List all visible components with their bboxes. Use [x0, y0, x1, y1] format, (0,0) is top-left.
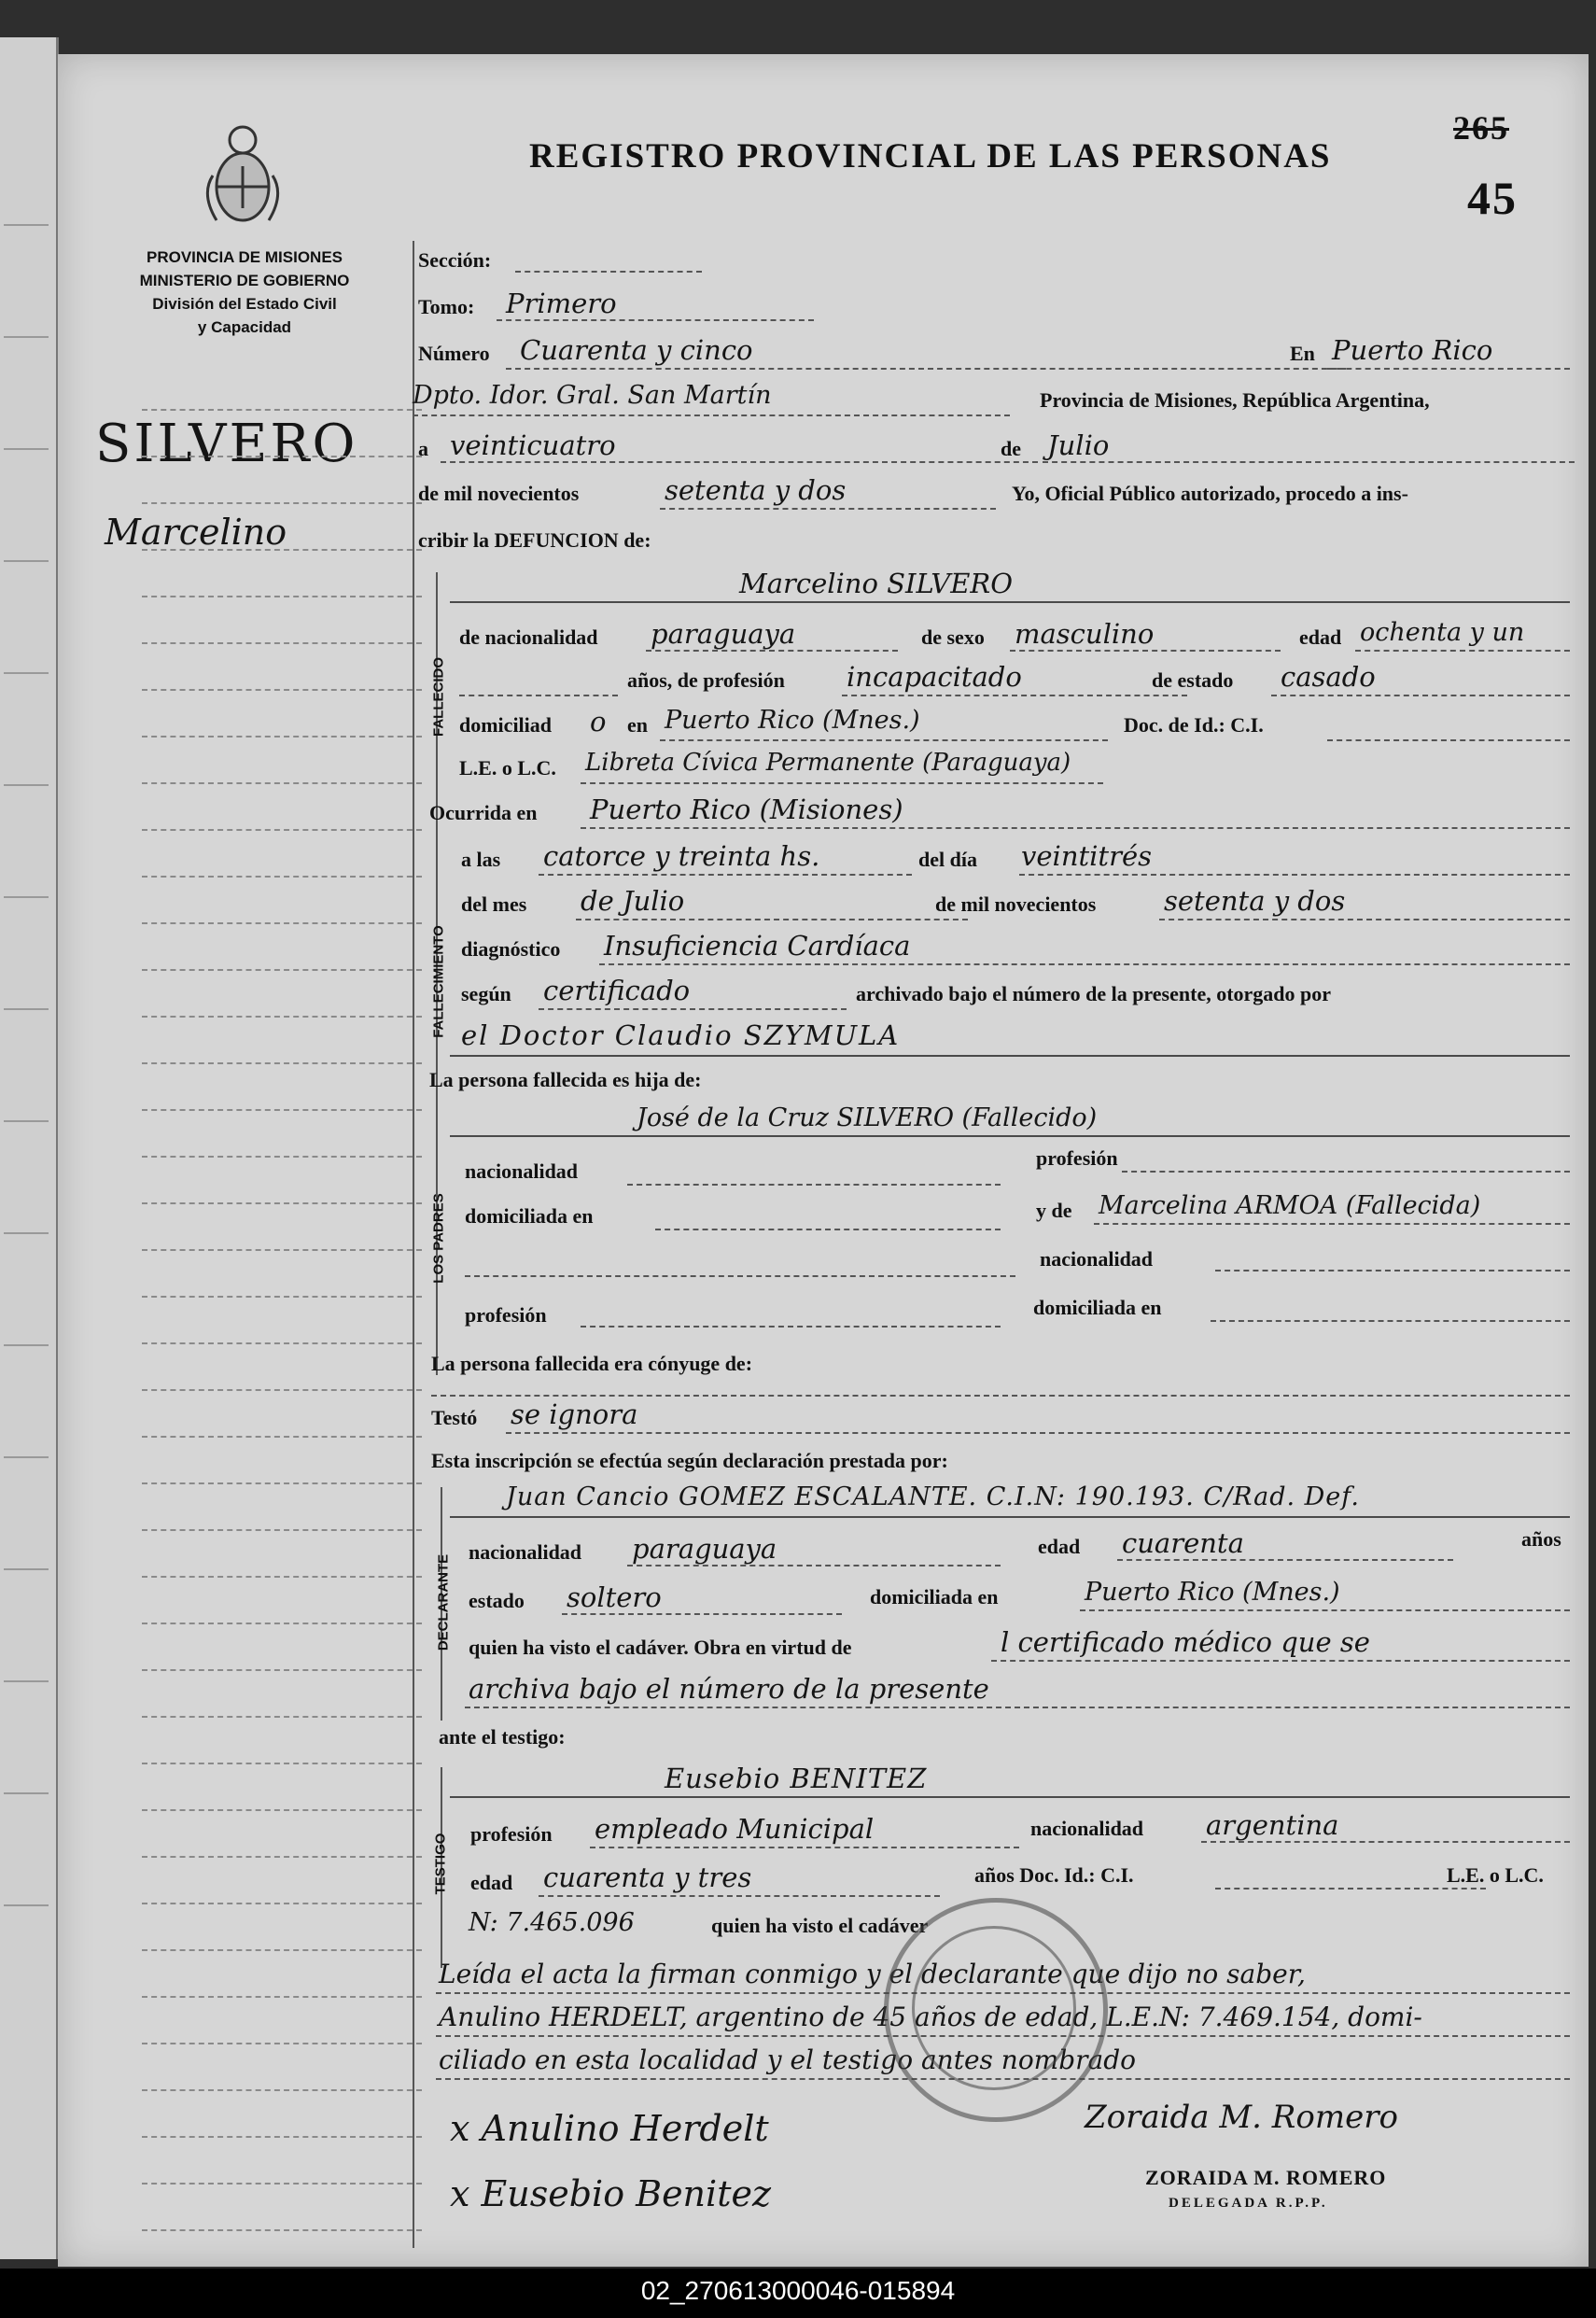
inscripcion-text: Esta inscripción se efectúa según declaración prestada por:: [431, 1449, 948, 1472]
margin-rule-line: [142, 2043, 422, 2044]
margin-rule-line: [142, 1482, 422, 1484]
tomo-label: Tomo:: [418, 295, 475, 318]
day-field: [441, 461, 1038, 463]
madre-extra-field: [465, 1275, 1015, 1277]
padres-intro: La persona fallecida es hija de:: [429, 1068, 702, 1091]
inscribir-text: cribir la DEFUNCION de:: [418, 528, 651, 552]
madre-profesion-field: [581, 1326, 1001, 1328]
provincia-text: Provincia de Misiones, República Argentina,: [1040, 388, 1430, 412]
testigo-profesion-label: profesión: [470, 1822, 553, 1846]
margin-surname: SILVERO: [95, 414, 358, 474]
closing-line-1: Leída el acta la firman conmigo y el declarante que dijo no saber,: [439, 1959, 1306, 1989]
testigo-edad-field: [539, 1895, 940, 1897]
signature-officer: Zoraida M. Romero: [1085, 2099, 1398, 2136]
fallecido-estado-label: de estado: [1152, 668, 1234, 692]
anio-field: [1159, 919, 1570, 920]
oficial-text: Yo, Oficial Público autorizado, procedo a ins-: [1012, 482, 1408, 505]
madre-field: [1094, 1223, 1570, 1225]
year-field: [660, 508, 996, 510]
numero-value: Cuarenta y cinco: [520, 334, 753, 366]
declarante-domiciliada-value: Puerto Rico (Mnes.): [1085, 1578, 1340, 1607]
numero-field: [506, 368, 1346, 370]
ocurrida-label: Ocurrida en: [429, 801, 538, 824]
seccion-field: [515, 271, 702, 273]
fallecido-name-line: [450, 601, 1570, 603]
struck-page-number: 265: [1453, 109, 1509, 147]
testigo-name: Eusebio BENITEZ: [665, 1763, 928, 1794]
page-number: 45: [1467, 172, 1518, 224]
declarante-domiciliada-field: [1080, 1609, 1570, 1611]
margin-rule-line: [142, 1576, 422, 1578]
medico-value: el Doctor Claudio SZYMULA: [461, 1019, 901, 1051]
margin-rule-line: [142, 1903, 422, 1904]
margin-rule-line: [142, 1296, 422, 1298]
testigo-profesion-value: empleado Municipal: [595, 1813, 875, 1845]
office-line-3: División del Estado Civil: [152, 295, 337, 313]
segun-value: certificado: [543, 975, 691, 1006]
register-page: [58, 54, 1589, 2267]
margin-rule-line: [142, 1623, 422, 1624]
testigo-edad-value: cuarenta y tres: [543, 1861, 752, 1893]
signature-declarante: x Anulino Herdelt: [450, 2108, 769, 2149]
fallecido-sexo-field: [1010, 650, 1281, 652]
hora-field: [539, 874, 912, 876]
margin-rule-line: [142, 1763, 422, 1764]
margin-rule-line: [142, 2089, 422, 2091]
margin-given-name: Marcelino: [105, 512, 287, 553]
document-title: REGISTRO PROVINCIAL DE LAS PERSONAS: [529, 137, 1332, 176]
office-block: [105, 246, 385, 339]
left-page-edge: [0, 37, 59, 2259]
en-label: En: [1290, 342, 1315, 365]
madre-nacionalidad-field: [1215, 1270, 1570, 1271]
archiva-field: [465, 1707, 1570, 1708]
declarante-edad-label: edad: [1038, 1535, 1081, 1558]
margin-rule-line: [142, 1856, 422, 1858]
declarante-name-line: [450, 1516, 1570, 1518]
margin-rule-line: [142, 1202, 422, 1204]
declarante-nacionalidad-field: [627, 1565, 1001, 1566]
madre-profesion-label: profesión: [465, 1303, 547, 1327]
margin-rule-line: [142, 596, 422, 597]
month-field: [1043, 461, 1575, 463]
visto-text: quien ha visto el cadáver. Obra en virtud de: [469, 1636, 852, 1659]
margin-rule-line: [142, 736, 422, 738]
padre-profesion-field: [1122, 1171, 1570, 1173]
margin-rule-line: [142, 1016, 422, 1018]
fallecido-nacionalidad-field: [646, 650, 898, 652]
office-line-1: PROVINCIA DE MISIONES: [146, 248, 343, 266]
margin-rule-line: [142, 2136, 422, 2138]
hora-value: catorce y treinta hs.: [543, 840, 820, 872]
fallecido-section-label: FALLECIDO: [430, 657, 447, 737]
dpto-value: Dpto. Idor. Gral. San Martín: [413, 381, 772, 410]
fallecido-domicilio-suffix: o: [590, 706, 607, 738]
margin-rule-line: [142, 1389, 422, 1391]
fallecido-sexo-value: masculino: [1015, 618, 1155, 650]
fallecido-doc-field: [1327, 739, 1570, 741]
testigo-profesion-field: [590, 1847, 1019, 1848]
testigo-le-label: L.E. o L.C.: [1447, 1863, 1544, 1887]
margin-rule-line: [142, 876, 422, 878]
margin-divider: [413, 241, 414, 2248]
mes-label: del mes: [461, 892, 527, 916]
diagnostico-label: diagnóstico: [461, 937, 561, 961]
segun-field: [539, 1008, 847, 1010]
testigo-edad-label: edad: [470, 1871, 513, 1894]
mes-value: de Julio: [581, 885, 685, 917]
declarante-edad-value: cuarenta: [1122, 1527, 1244, 1559]
fallecido-profesion-field: [842, 695, 1187, 696]
year-label: de mil novecientos: [418, 482, 580, 505]
margin-rule-line: [142, 1669, 422, 1671]
day-value: veinticuatro: [450, 429, 616, 461]
mes-field: [576, 919, 968, 920]
medico-line: [450, 1055, 1570, 1057]
signature-testigo: x Eusebio Benitez: [450, 2173, 771, 2214]
y-de-label: y de: [1036, 1199, 1072, 1222]
dia-field: [1019, 874, 1570, 876]
office-line-4: y Capacidad: [197, 318, 292, 336]
de-label: de: [1001, 437, 1021, 460]
margin-rule-line: [142, 549, 422, 551]
tomo-value: Primero: [506, 288, 617, 319]
testo-label: Testó: [431, 1406, 478, 1429]
fallecido-edad-field: [1355, 650, 1570, 652]
office-line-2: MINISTERIO DE GOBIERNO: [139, 272, 350, 289]
margin-rule-line: [142, 1062, 422, 1064]
margin-rule-line: [142, 829, 422, 831]
fallecido-anios-label: años, de profesión: [627, 668, 785, 692]
padre-domiciliada-label: domiciliada en: [465, 1204, 594, 1228]
fallecido-nacionalidad-value: paraguaya: [651, 618, 796, 650]
ocurrida-value: Puerto Rico (Misiones): [590, 794, 903, 825]
month-value: Julio: [1047, 429, 1110, 461]
archiva-value: archiva bajo el número de la presente: [469, 1673, 989, 1705]
fallecido-nacionalidad-label: de nacionalidad: [459, 625, 598, 649]
fallecido-en-label: en: [627, 713, 648, 737]
madre-domiciliada-label: domiciliada en: [1033, 1296, 1162, 1319]
coat-of-arms-icon: [196, 119, 289, 232]
padres-section-label: LOS PADRES: [430, 1193, 447, 1284]
margin-rule-line: [142, 1249, 422, 1251]
officer-name: ZORAIDA M. ROMERO: [1145, 2166, 1387, 2189]
testo-field: [506, 1432, 1570, 1434]
margin-rule-line: [142, 409, 422, 411]
visto-field: [991, 1660, 1570, 1662]
declarante-estado-label: estado: [469, 1589, 525, 1612]
declarante-estado-field: [562, 1613, 842, 1615]
testo-value: se ignora: [511, 1398, 638, 1430]
padre-nacionalidad-label: nacionalidad: [465, 1159, 579, 1183]
archivado-text: archivado bajo el número de la presente, otorgado por: [856, 982, 1332, 1005]
margin-rule-line: [142, 1156, 422, 1158]
fallecido-estado-field: [1271, 695, 1570, 696]
tomo-field: [497, 319, 814, 321]
padre-profesion-label: profesión: [1036, 1146, 1118, 1170]
declarante-name: Juan Cancio GOMEZ ESCALANTE. C.I.N: 190.193. C/Rad. Def.: [506, 1482, 1360, 1511]
margin-rule-line: [142, 1436, 422, 1438]
margin-rule-line: [142, 1716, 422, 1718]
margin-rule-line: [142, 1809, 422, 1811]
margin-rule-line: [142, 456, 422, 457]
declarante-edad-field: [1117, 1559, 1453, 1561]
closing-line-3: ciliado en esta localidad y el testigo antes nombrado: [439, 2044, 1137, 2075]
fallecido-edad-value: ochenta y un: [1360, 618, 1525, 647]
testigo-anios-label: años Doc. Id.: C.I.: [974, 1863, 1134, 1887]
testigo-section-label: TESTIGO: [432, 1833, 449, 1895]
fallecido-estado-value: casado: [1281, 661, 1376, 693]
testigo-visto-text: quien ha visto el cadáver: [711, 1914, 929, 1937]
testigo-nacionalidad-field: [1201, 1841, 1570, 1843]
declarante-anios-label: años: [1521, 1527, 1561, 1551]
conyuge-field: [431, 1395, 1570, 1397]
madre-domiciliada-field: [1211, 1320, 1570, 1322]
margin-rule-line: [142, 689, 422, 691]
declarante-domiciliada-label: domiciliada en: [870, 1585, 999, 1609]
madre-value: Marcelina ARMOA (Fallecida): [1099, 1191, 1481, 1220]
testigo-intro: ante el testigo:: [439, 1725, 566, 1749]
fallecido-domicilio-field: [660, 739, 1108, 741]
testigo-nacionalidad-value: argentina: [1206, 1809, 1339, 1841]
fallecido-domicilio-value: Puerto Rico (Mnes.): [665, 706, 920, 735]
margin-rule-line: [142, 969, 422, 971]
anio-value: setenta y dos: [1164, 885, 1346, 917]
fallecido-le-value: Libreta Cívica Permanente (Paraguaya): [585, 749, 1071, 777]
declarante-section-label: DECLARANTE: [435, 1553, 452, 1651]
conyuge-intro: La persona fallecida era cónyuge de:: [431, 1352, 753, 1375]
fallecido-edad-label: edad: [1299, 625, 1342, 649]
dia-label: del día: [918, 848, 977, 871]
testigo-name-line: [450, 1796, 1570, 1798]
fallecido-doc-label: Doc. de Id.: C.I.: [1124, 713, 1264, 737]
margin-rule-line: [142, 502, 422, 504]
margin-rule-line: [142, 782, 422, 784]
officer-title: DELEGADA R.P.P.: [1169, 2196, 1328, 2211]
diagnostico-value: Insuficiencia Cardíaca: [604, 930, 911, 962]
margin-rule-line: [142, 1342, 422, 1344]
visto-value: l certificado médico que se: [1001, 1626, 1370, 1658]
closing-line-2: Anulino HERDELT, argentino de 45 años de edad, L.E.N: 7.469.154, domi-: [439, 2002, 1422, 2032]
en-value: Puerto Rico: [1332, 334, 1493, 366]
fallecido-profesion-value: incapacitado: [847, 661, 1022, 693]
declarante-estado-value: soltero: [567, 1581, 662, 1613]
fallecimiento-section-label: FALLECIMIENTO: [430, 925, 447, 1038]
testigo-ci-field: [1215, 1888, 1486, 1890]
segun-label: según: [461, 982, 511, 1005]
margin-rule-line: [142, 642, 422, 644]
margin-rule-line: [142, 922, 422, 924]
anio-label: de mil novecientos: [935, 892, 1097, 916]
declarante-nacionalidad-label: nacionalidad: [469, 1540, 582, 1564]
testigo-nacionalidad-label: nacionalidad: [1030, 1817, 1144, 1840]
en-field: [1327, 368, 1570, 370]
official-seal-inner: [912, 1926, 1076, 2090]
margin-rule-line: [142, 2229, 422, 2231]
margin-rule-line: [142, 2183, 422, 2185]
margin-rule-line: [142, 1996, 422, 1998]
hora-label: a las: [461, 848, 501, 871]
year-value: setenta y dos: [665, 474, 847, 506]
margin-rule-line: [142, 1949, 422, 1951]
image-id-text: 02_270613000046-015894: [640, 2276, 956, 2305]
fallecido-le-field: [581, 782, 1103, 784]
a-label: a: [418, 437, 428, 460]
fallecido-le-label: L.E. o L.C.: [459, 756, 556, 780]
margin-rule-line: [142, 1529, 422, 1531]
fallecido-anios-field: [459, 695, 618, 696]
padre-nacionalidad-field: [627, 1184, 1001, 1186]
fallecido-sexo-label: de sexo: [921, 625, 985, 649]
declarante-nacionalidad-value: paraguaya: [632, 1533, 777, 1565]
padre-line: [450, 1135, 1570, 1137]
ocurrida-field: [581, 827, 1570, 829]
dia-value: veintitrés: [1021, 840, 1152, 872]
fallecido-domicilio-label: domiciliad: [459, 713, 553, 737]
diagnostico-field: [599, 963, 1570, 965]
image-id-bar: [0, 2269, 1596, 2318]
numero-label: Número: [418, 342, 490, 365]
madre-nacionalidad-label: nacionalidad: [1040, 1247, 1154, 1271]
testigo-doc-value: N: 7.465.096: [469, 1908, 635, 1937]
margin-rule-line: [142, 1109, 422, 1111]
fallecido-name: Marcelino SILVERO: [739, 568, 1014, 599]
padre-domiciliada-field: [655, 1229, 1001, 1230]
dpto-field: [413, 414, 1010, 416]
padre-value: José de la Cruz SILVERO (Fallecido): [637, 1103, 1098, 1132]
seccion-label: Sección:: [418, 248, 492, 272]
